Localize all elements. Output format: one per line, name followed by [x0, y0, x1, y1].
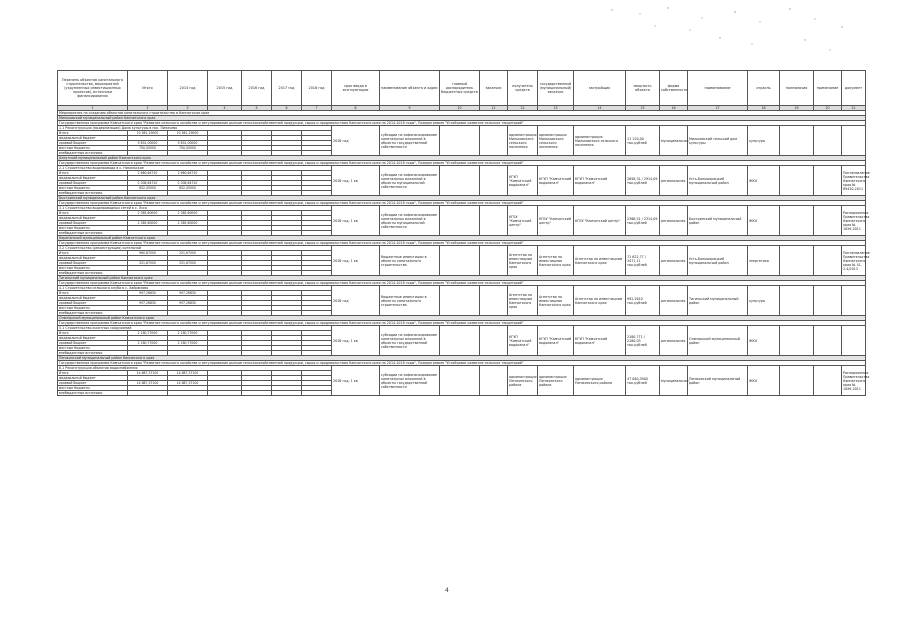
customer: КГУП "Камчатский водоканал" — [508, 166, 538, 196]
year-value: 652,00000 — [168, 186, 208, 191]
finance-label: внебюджетные источники — [58, 351, 128, 356]
total-value: 2 385,60000 — [128, 211, 168, 216]
column-number: 3 — [168, 106, 208, 111]
finance-label: местные бюджеты — [58, 386, 128, 391]
state-customer: Агентство по инвестициям Камчатского края — [538, 246, 574, 276]
finance-label: внебюджетные источники — [58, 391, 128, 396]
total-value: 2 008,64710 — [128, 181, 168, 186]
column-number: 2 — [128, 106, 168, 111]
total-value: 997,26830 — [128, 291, 168, 296]
column-number: 12 — [508, 106, 538, 111]
year-value: 2 180,77000 — [168, 331, 208, 336]
total-value: 2 180,77000 — [128, 341, 168, 346]
customer: администрация Пенжинского района — [508, 366, 538, 396]
developer: Агентство по инвестициям Камчатского края — [574, 286, 626, 316]
total-value: 14 887,37100 — [128, 371, 168, 376]
empty-cell — [480, 326, 508, 356]
empty-cell — [780, 126, 814, 156]
document-ref: Распоряжение Правительства Камчатского края № 1059-2011 — [842, 206, 866, 236]
year-value — [208, 391, 242, 396]
total-value: 9 831,00000 — [128, 141, 168, 146]
program-line: Государственная программа Камчатского края "Развитие сельского хозяйства и регулирование рынков сельскохозяйственной продукции, сырья и продовольствия Камчатского края на 2014-2018 годы", Подпрограмма "Устойчивое развитие сельских территорий" — [58, 281, 866, 286]
developer: КГУП "Камчатский водоканал" — [574, 326, 626, 356]
total-value: 10 581,19000 — [128, 131, 168, 136]
total-value: 750,00000 — [128, 146, 168, 151]
commission-period: 2016 год — [332, 286, 380, 316]
column-header: мощность объекта — [626, 71, 660, 106]
capacity: 2180,771 / 2180,03 тыс.рублей — [626, 326, 660, 356]
year-value — [272, 391, 302, 396]
program-line: Государственная программа Камчатского края "Развитие сельского хозяйства и регулирование рынков сельскохозяйственной продукции, сырья и продовольствия Камчатского края на 2014-2018 годы", Подпрограмма "Устойчивое развитие сельских территорий" — [58, 321, 866, 326]
empty-cell — [440, 126, 480, 156]
commission-period: 2016 год, 1 кв — [332, 166, 380, 196]
column-header: получатель средств — [508, 71, 538, 106]
year-value: 997,26830 — [168, 291, 208, 296]
finance-label: федеральный бюджет — [58, 296, 128, 301]
year-value — [168, 391, 208, 396]
year-value: 2 180,77000 — [168, 341, 208, 346]
column-number: 21 — [842, 106, 866, 111]
finance-label: местные бюджеты — [58, 146, 128, 151]
document-table — [57, 70, 870, 518]
empty-cell — [480, 246, 508, 276]
branch: энергетика — [748, 246, 780, 276]
program-line: Государственная программа Камчатского края "Развитие сельского хозяйства и регулирование рынков сельскохозяйственной продукции, сырья и продовольствия Камчатского края на 2014-2018 годы", Подпрограмма "Устойчивое развитие сельских территорий" — [58, 201, 866, 206]
commission-period: 2016 год, 1 кв — [332, 326, 380, 356]
year-value: 251,67000 — [168, 261, 208, 266]
finance-label: федеральный бюджет — [58, 176, 128, 181]
column-header: застройщик — [574, 71, 626, 106]
document-ref — [842, 326, 866, 356]
ownership: муниципальная — [660, 366, 688, 396]
item-title: 5.1 Строительство очистных сооружений — [58, 326, 332, 331]
document-ref — [842, 286, 866, 316]
empty-cell — [440, 366, 480, 396]
finance-label: местные бюджеты — [58, 226, 128, 231]
item-title: 2.1 Строительство водопровода в с. Никольское — [58, 166, 332, 171]
empty-cell — [480, 366, 508, 396]
capacity: 71 622,77 / 3471,11 тыс.рублей — [626, 246, 660, 276]
total-value: 960,87000 — [128, 251, 168, 256]
column-number: 6 — [272, 106, 302, 111]
finance-label: краевой бюджет — [58, 341, 128, 346]
year-value: 750,00000 — [168, 146, 208, 151]
total-value: 321,87000 — [128, 261, 168, 266]
year-value: 14 887,37100 — [168, 381, 208, 386]
developer: КГБУ "Камчатский центр" — [574, 206, 626, 236]
ownership: региональная — [660, 286, 688, 316]
capacity: 2386,51 / 2314,09 тыс.рублей — [626, 206, 660, 236]
branch: ЖКХ — [748, 326, 780, 356]
customer: Агентство по инвестициям Камчатского края — [508, 286, 538, 316]
column-number: 17 — [688, 106, 748, 111]
section-title: Тигильский муниципальный район Камчатского края — [58, 276, 866, 281]
year-value: 2 660,64710 — [168, 171, 208, 176]
year-value: 10 581,19000 — [168, 131, 208, 136]
year-value: 997,26830 — [168, 301, 208, 306]
section-title: Мильковский муниципальный район Камчатского края — [58, 116, 866, 121]
state-customer: КГУП "Камчатский водоканал" — [538, 326, 574, 356]
state-customer: Агентство по инвестициям Камчатского края — [538, 286, 574, 316]
year-value: 2 008,64710 — [168, 181, 208, 186]
capacity: 2658,31 / 2914,09 тыс.рублей — [626, 166, 660, 196]
empty-cell — [440, 326, 480, 356]
finance-label: краевой бюджет — [58, 181, 128, 186]
column-header: примечание — [814, 71, 842, 106]
empty-cell — [814, 166, 842, 196]
purpose: субсидии на софинансирование капитальных вложений в объекты государственной собственности — [380, 326, 440, 356]
commission-period: 2016 год, 1 кв — [332, 206, 380, 236]
capacity: 11 120,00 тыс.рублей — [626, 126, 660, 156]
column-number: 15 — [626, 106, 660, 111]
empty-cell — [780, 166, 814, 196]
customer: КГБУ "Камчатский центр" — [508, 206, 538, 236]
year-value: 2 385,60000 — [168, 221, 208, 226]
empty-cell — [814, 326, 842, 356]
empty-cell — [440, 246, 480, 276]
state-customer: КГБУ "Камчатский центр" — [538, 206, 574, 236]
column-header: Перечень объектов капитального строительства, мероприятий (укрупненных инвестиционных проектов), источники финансирования — [58, 71, 128, 106]
item-title: 3.2 Строительство (реконструкция) котельной — [58, 246, 332, 251]
total-value: 997,26830 — [128, 301, 168, 306]
column-header: 2016 год — [242, 71, 272, 106]
finance-label: краевой бюджет — [58, 221, 128, 226]
ownership: муниципальная — [660, 126, 688, 156]
finance-label: местные бюджеты — [58, 266, 128, 271]
year-value: 9 831,00000 — [168, 141, 208, 146]
customer: Агентство по инвестициям Камчатского края — [508, 246, 538, 276]
column-header: главный распорядитель бюджетных средств — [440, 71, 480, 106]
year-value — [242, 391, 272, 396]
commission-period: 2016 год — [332, 126, 380, 156]
developer: Агентство по инвестициям Камчатского края — [574, 246, 626, 276]
empty-cell — [480, 206, 508, 236]
total-value — [128, 391, 168, 396]
customer: администрация Мильковского сельского поселения — [508, 126, 538, 156]
document-ref: Постановление Правительства Камчатского края № 41-2-4/2013 — [842, 246, 866, 276]
program-line: Государственная программа Камчатского края "Развитие сельского хозяйства и регулирование рынков сельскохозяйственной продукции, сырья и продовольствия Камчатского края на 2014-2018 годы", Подпрограмма "Устойчивое развитие сельских территорий" — [58, 361, 866, 366]
purpose: бюджетные инвестиции в объекты капитального строительства — [380, 246, 440, 276]
finance-label: краевой бюджет — [58, 141, 128, 146]
total-value: 2 660,64710 — [128, 171, 168, 176]
finance-label: Итого — [58, 251, 128, 256]
document-ref: Постановление Правительства Камчатского края № 89410-2011 — [842, 166, 866, 196]
purpose: субсидии на софинансирование капитальных вложений в объекты государственной собственности — [380, 126, 440, 156]
finance-label: Итого — [58, 331, 128, 336]
item-title: 4.1 Строительство сельского клуба в с. Хайрюзово — [58, 286, 332, 291]
column-header: форма собственности — [660, 71, 688, 106]
branch: ЖКХ — [748, 366, 780, 396]
total-value: 2 180,77000 — [128, 331, 168, 336]
column-header: 2014 год — [168, 71, 208, 106]
column-header: 2015 год — [208, 71, 242, 106]
finance-label: Итого — [58, 291, 128, 296]
purpose: субсидии на софинансирование капитальных вложений в объекты муниципальной собственности — [380, 206, 440, 236]
capacity: 47 080,3900 тыс.рублей — [626, 366, 660, 396]
empty-cell — [440, 166, 480, 196]
empty-cell — [780, 246, 814, 276]
finance-label: внебюджетные источники — [58, 191, 128, 196]
empty-cell — [480, 286, 508, 316]
finance-label: федеральный бюджет — [58, 336, 128, 341]
column-number: 5 — [242, 106, 272, 111]
branch: ЖКХ — [748, 166, 780, 196]
empty-cell — [814, 126, 842, 156]
empty-cell — [780, 286, 814, 316]
year-value: 2 385,60000 — [168, 211, 208, 216]
object-name: Быстринский муниципальный район — [688, 206, 748, 236]
total-value: 2 385,60000 — [128, 221, 168, 226]
purpose: субсидии на софинансирование капитальных вложений в объекты муниципальной собственности — [380, 166, 440, 196]
state-customer: администрация Мильковского сельского поселения — [538, 126, 574, 156]
object-name: Усть-Большерецкий муниципальный район — [688, 166, 748, 196]
column-header: полномочия — [780, 71, 814, 106]
empty-cell — [780, 326, 814, 356]
empty-cell — [814, 286, 842, 316]
object-name: Пенжинский муниципальный район — [688, 366, 748, 396]
column-header: документ — [842, 71, 866, 106]
capacity: 992,2610 тыс.рублей — [626, 286, 660, 316]
finance-label: местные бюджеты — [58, 306, 128, 311]
branch: ЖКХ — [748, 206, 780, 236]
column-header: заказчик — [480, 71, 508, 106]
section-title: Быстринский муниципальный район Камчатского края — [58, 196, 866, 201]
branch: культура — [748, 286, 780, 316]
finance-label: внебюджетные источники — [58, 271, 128, 276]
finance-label: федеральный бюджет — [58, 136, 128, 141]
empty-cell — [814, 366, 842, 396]
column-number: 1 — [58, 106, 128, 111]
object-name: Олюторский муниципальный район — [688, 326, 748, 356]
column-number: 11 — [480, 106, 508, 111]
finance-label: внебюджетные источники — [58, 231, 128, 236]
column-number: 7 — [302, 106, 332, 111]
empty-cell — [814, 206, 842, 236]
purpose: бюджетные инвестиции в объекты капитального строительства — [380, 286, 440, 316]
column-number: 19 — [780, 106, 814, 111]
section-title: Карагинский муниципальный район Камчатского края — [58, 236, 866, 241]
column-number: 18 — [748, 106, 780, 111]
document-ref — [842, 126, 866, 156]
finance-label: внебюджетные источники — [58, 311, 128, 316]
ownership: региональная — [660, 166, 688, 196]
state-customer: КГУП "Камчатский водоканал" — [538, 166, 574, 196]
section-title: Олюторский муниципальный район Камчатского края — [58, 316, 866, 321]
finance-label: краевой бюджет — [58, 381, 128, 386]
finance-label: Итого — [58, 371, 128, 376]
developer: администрация Пенжинского района — [574, 366, 626, 396]
scan-noise — [0, 0, 905, 60]
ownership: региональная — [660, 206, 688, 236]
program-line: Государственная программа Камчатского края "Развитие сельского хозяйства и регулирование рынков сельскохозяйственной продукции, сырья и продовольствия Камчатского края на 2014-2018 годы", Подпрограмма "Устойчивое развитие сельских территорий" — [58, 121, 866, 126]
purpose: субсидии на софинансирование капитальных вложений в объекты государственной собственности — [380, 366, 440, 396]
empty-cell — [780, 206, 814, 236]
object-name: Мильковский сельский дом культуры — [688, 126, 748, 156]
program-line: Государственная программа Камчатского края "Развитие сельского хозяйства и регулирование рынков сельскохозяйственной продукции, сырья и продовольствия Камчатского края на 2014-2018 годы", Подпрограмма "Устойчивое развитие сельских территорий" — [58, 161, 866, 166]
empty-cell — [814, 246, 842, 276]
commission-period: 2016 год, 1 кв — [332, 246, 380, 276]
finance-label: краевой бюджет — [58, 301, 128, 306]
finance-label: Итого — [58, 171, 128, 176]
branch: культура — [748, 126, 780, 156]
empty-cell — [480, 166, 508, 196]
empty-cell — [480, 126, 508, 156]
column-number: 14 — [574, 106, 626, 111]
empty-cell — [440, 206, 480, 236]
developer: КГУП "Камчатский водоканал" — [574, 166, 626, 196]
column-number: 20 — [814, 106, 842, 111]
section-title: Пенжинский муниципальный район Камчатского края — [58, 356, 866, 361]
page-number: 4 — [445, 587, 449, 594]
commission-period: 2016 год, 1 кв — [332, 366, 380, 396]
column-number: 8 — [332, 106, 380, 111]
document-ref: Распоряжение Правительства Камчатского края № 1099-2011 — [842, 366, 866, 396]
column-number: 10 — [440, 106, 480, 111]
program-line: Государственная программа Камчатского края "Развитие сельского хозяйства и регулирование рынков сельскохозяйственной продукции, сырья и продовольствия Камчатского края на 2014-2018 годы", Подпрограмма "Устойчивое развитие сельских территорий" — [58, 241, 866, 246]
column-number: 9 — [380, 106, 440, 111]
empty-cell — [780, 366, 814, 396]
header-row — [58, 71, 866, 106]
customer: КГУП "Камчатский водоканал" — [508, 326, 538, 356]
finance-label: местные бюджеты — [58, 346, 128, 351]
column-number: 4 — [208, 106, 242, 111]
column-header: отрасль — [748, 71, 780, 106]
finance-label: федеральный бюджет — [58, 376, 128, 381]
finance-label: внебюджетные источники — [58, 151, 128, 156]
finance-label: краевой бюджет — [58, 261, 128, 266]
ownership: региональная — [660, 246, 688, 276]
ownership: региональная — [660, 326, 688, 356]
item-title: 3.1 Строительство водопроводных сетей в с. Эссо — [58, 206, 332, 211]
object-name: Тигильский муниципальный район — [688, 286, 748, 316]
empty-cell — [440, 286, 480, 316]
finance-label: местные бюджеты — [58, 186, 128, 191]
intro-text: Мероприятия по созданию объектов капитального строительства в Камчатском крае — [58, 111, 866, 116]
year-value: 251,67000 — [168, 251, 208, 256]
column-header: государственный (муниципальный) заказчик — [538, 71, 574, 106]
year-value: 14 887,37100 — [168, 371, 208, 376]
finance-label: федеральный бюджет — [58, 256, 128, 261]
state-customer: администрация Пенжинского района — [538, 366, 574, 396]
section-title: Алеутский муниципальный район Камчатского края — [58, 156, 866, 161]
developer: администрация Мильковского сельского поселения — [574, 126, 626, 156]
item-title: 1.1 Реконструкция (модернизация) Дома культуры в пос. Пиначево — [58, 126, 332, 131]
finance-label: Итого — [58, 131, 128, 136]
column-number: 13 — [538, 106, 574, 111]
column-header: 2017 год — [272, 71, 302, 106]
column-number: 16 — [660, 106, 688, 111]
total-value: 14 887,37100 — [128, 381, 168, 386]
item-title: 6.1 Реконструкция объектов водоснабжения — [58, 366, 332, 371]
total-value: 652,00000 — [128, 186, 168, 191]
column-header: Итого — [128, 71, 168, 106]
year-value — [302, 391, 332, 396]
column-header: наименование — [688, 71, 748, 106]
object-name: Усть-Большерецкий муниципальный район — [688, 246, 748, 276]
column-header: наименование объекта и адрес — [380, 71, 440, 106]
column-header: 2018 год — [302, 71, 332, 106]
column-header: срок ввода в эксплуатацию — [332, 71, 380, 106]
finance-label: федеральный бюджет — [58, 216, 128, 221]
finance-label: Итого — [58, 211, 128, 216]
